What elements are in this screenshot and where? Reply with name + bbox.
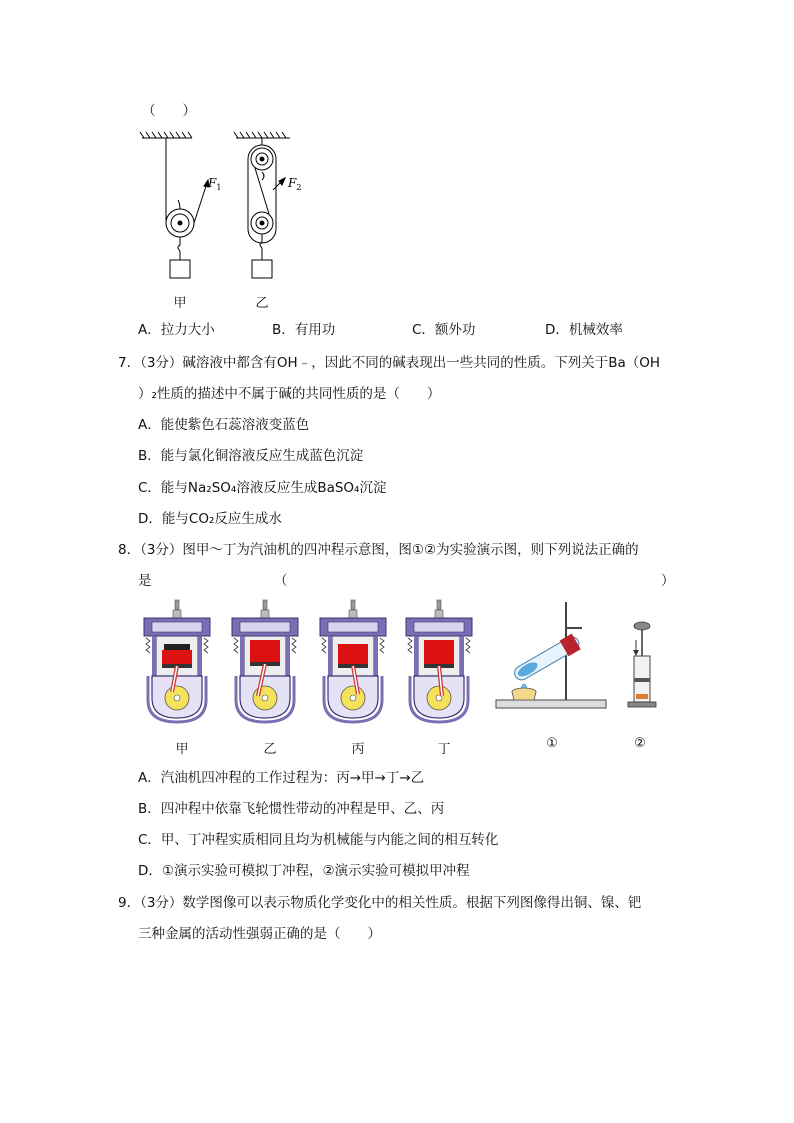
engine-yi: [232, 600, 298, 722]
q6-option-d: D．机械效率: [545, 322, 623, 338]
q6-bracket: （ ）: [142, 103, 196, 119]
q7-option-a: A．能使紫色石蕊溶液变蓝色: [138, 417, 310, 433]
q7-option-c: C．能与Na₂SO₄溶液反应生成BaSO₄沉淀: [138, 480, 387, 496]
q7-stem-line2: ）₂性质的描述中不属于碱的共同性质的是（ ）: [138, 386, 441, 402]
experiment-label-1: ①: [546, 736, 558, 751]
engine-label-jia: 甲: [175, 742, 189, 757]
experiment-1-diagram: [490, 600, 610, 715]
ceiling-right: [234, 132, 290, 138]
q8-option-d: D．①演示实验可模拟丁冲程，②演示实验可模拟甲冲程: [138, 863, 470, 879]
q8-option-b: B．四冲程中依靠飞轮惯性带动的冲程是甲、乙、丙: [138, 801, 445, 817]
engine-label-bing: 丙: [351, 742, 365, 757]
engine-ding: [406, 600, 472, 722]
pulley-figure: [138, 128, 338, 303]
q8-stem-line2-a: 是: [138, 573, 152, 589]
pulley-jia: [166, 138, 209, 278]
engine-jia: [144, 600, 210, 722]
q7-option-b: B．能与氯化铜溶液反应生成蓝色沉淀: [138, 448, 364, 464]
engine-bing: [320, 600, 386, 722]
pulley-label-jia: 甲: [173, 296, 187, 311]
q7-stem-line1: 7．（3分）碱溶液中都含有OH﹣，因此不同的碱表现出一些共同的性质。下列关于Ba（OH: [118, 355, 661, 371]
q9-stem-line1: 9．（3分）数学图像可以表示物质化学变化中的相关性质。根据下列图像得出铜、镍、钯: [118, 895, 642, 911]
ceiling-left: [140, 132, 192, 138]
experiment-label-2: ②: [634, 736, 646, 751]
q8-option-c: C．甲、丁冲程实质相同且均为机械能与内能之间的相互转化: [138, 832, 499, 848]
q6-option-c: C．额外功: [412, 322, 476, 338]
engine-label-ding: 丁: [437, 742, 451, 757]
force-f2-label: $F_2$: [288, 176, 302, 192]
q8-stem-line2-b: （: [274, 573, 288, 589]
engine-label-yi: 乙: [263, 742, 277, 757]
q8-stem-line2-c: ）: [661, 573, 675, 589]
pulley-label-yi: 乙: [255, 296, 269, 311]
q6-option-b: B．有用功: [272, 322, 336, 338]
q8-stem-line1: 8．（3分）图甲～丁为汽油机的四冲程示意图，图①②为实验演示图，则下列说法正确的: [118, 542, 639, 558]
q7-option-d: D．能与CO₂反应生成水: [138, 511, 282, 527]
q8-option-a: A．汽油机四冲程的工作过程为：丙→甲→丁→乙: [138, 770, 425, 786]
pulley-yi: [248, 138, 285, 278]
q6-option-a: A．拉力大小: [138, 322, 215, 338]
engine-diagrams: [138, 600, 478, 725]
q9-stem-line2: 三种金属的活动性强弱正确的是（ ）: [138, 926, 381, 942]
force-f1-label: $F_1$: [208, 176, 222, 192]
experiment-2-diagram: [622, 600, 662, 715]
